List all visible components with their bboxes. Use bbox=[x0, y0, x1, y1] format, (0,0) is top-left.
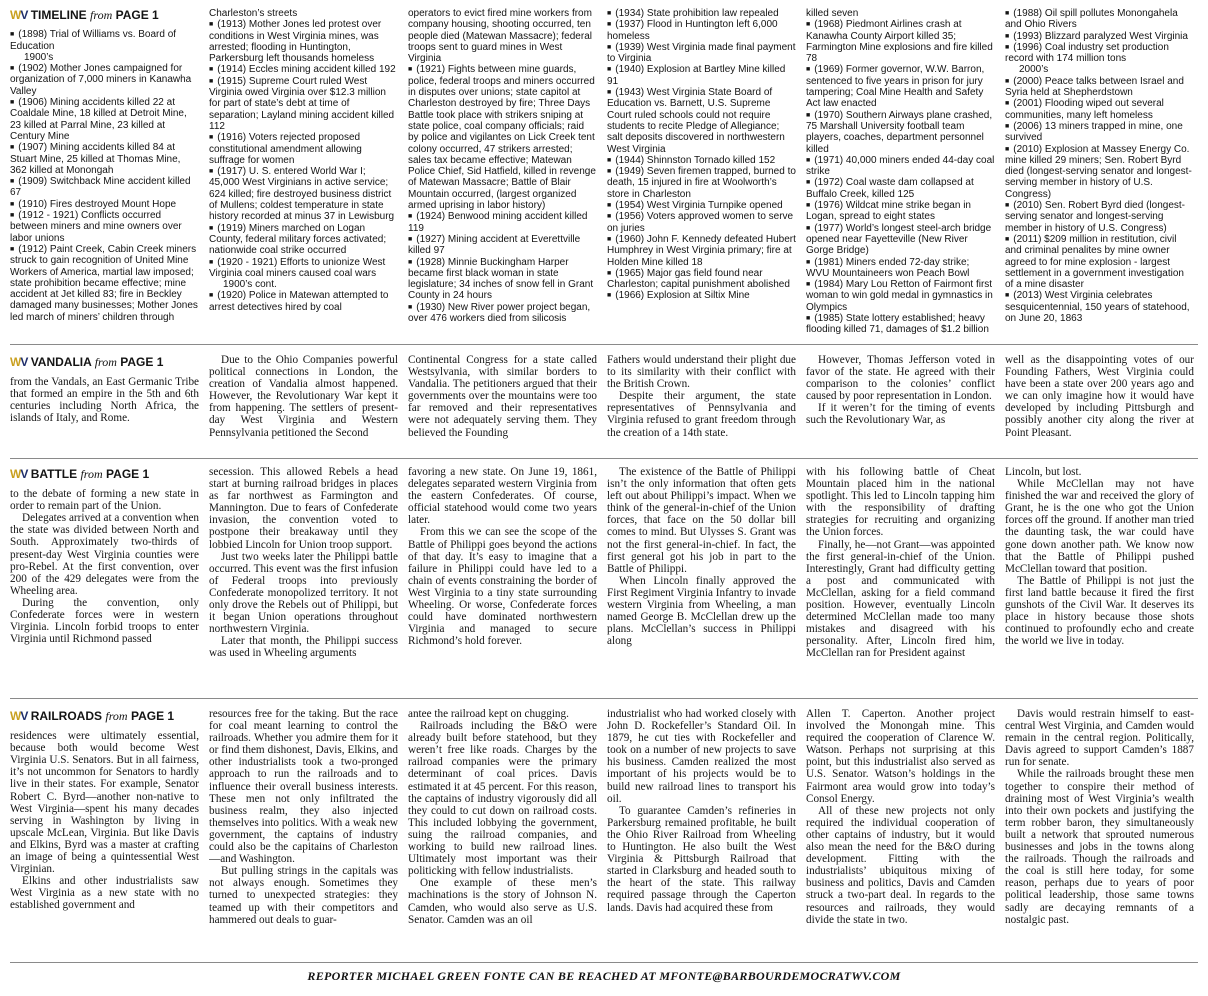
article-paragraph: The Battle of Philippi is not just the first land battle because it fired the first gunshots of the Civil War. It deserves its place in history because those shots continued to profoundly echo and create the world we live in today. bbox=[1005, 574, 1194, 648]
battle-column-3 bbox=[408, 466, 597, 660]
timeline-entry: ■ (1940) Explosion at Bartley Mine killed 91 bbox=[607, 64, 786, 87]
vandalia-columns bbox=[10, 354, 1198, 439]
timeline-entry: ■ (2000) Peace talks between Israel and Syria held at Shepherdstown bbox=[1005, 75, 1184, 99]
railroads-column-2 bbox=[209, 708, 398, 926]
timeline-entry: 1900’s bbox=[24, 51, 54, 63]
battle-column-2 bbox=[209, 466, 398, 660]
article-paragraph: antee the railroad kept on chugging. bbox=[408, 708, 569, 720]
timeline-column-1 bbox=[10, 8, 199, 336]
article-paragraph: Due to the Ohio Companies powerful political connections in London, the creation of Vandalia almost happened. However, the Revolutionary War kept it from happening. The settlers of present-day West Virginia and Western Pennsylvania petitioned the Second bbox=[209, 354, 398, 439]
timeline-entry: ■ (1910) Fires destroyed Mount Hope bbox=[10, 198, 177, 210]
timeline-entry: ■ (2010) Explosion at Massey Energy Co. mine killed 29 miners; Sen. Robert Byrd died (longest-serving senator and longest-serving member in history of U.S. Congress) bbox=[1005, 143, 1192, 200]
timeline-entry: ■ (1902) Mother Jones campaigned for organization of 7,000 miners in Kanawha Valley bbox=[10, 63, 192, 97]
article-paragraph: Fathers would understand their plight due to its similarity with their conflict with the British Crown. bbox=[607, 354, 796, 391]
timeline-entry: ■ (1920 - 1921) Efforts to unionize West Virginia coal miners caused coal wars bbox=[209, 256, 386, 279]
vandalia-section bbox=[10, 354, 1198, 450]
article-paragraph: with his following battle of Cheat Mountain placed him in the national spotlight. This led to Lincoln tapping him with the responsibility of drafting strategies for recruiting and organizing the Union forces. bbox=[806, 466, 995, 539]
battle-title: BATTLE bbox=[30, 467, 78, 481]
article-paragraph: residences were ultimately essential, because both would become West Virginia U.S. Senators. But in all fairness, it’s not uncommon for Senators to hardly live in their states. For example, Senator Robert C. Byrd—another non-native to West Virginia—spent his many decades serving in Washington by living in upscale McLean, Virginia. But like Davis and Elkins, Byrd was a master at crafting an image of being a quintessential West Virginian. bbox=[10, 730, 199, 876]
railroads-columns bbox=[10, 708, 1198, 926]
article-paragraph: To guarantee Camden’s refineries in Parkersburg remained profitable, he built the Ohio River Railroad from Wheeling to Huntington. He also built the West Virginia & Pittsburgh Railroad that started in Clarksburg and headed south to the heart of the state. This railway required passage through the Caperton lands. Davis had acquired these from bbox=[607, 804, 796, 914]
timeline-entry: ■ (1906) Mining accidents killed 22 at Coaldale Mine, 18 killed at Detroit Mine, 23 killed at Parral Mine, 23 killed at Century Mine bbox=[10, 97, 187, 142]
timeline-entry: ■ (1988) Oil spill pollutes Monongahela and Ohio Rivers bbox=[1005, 8, 1178, 31]
timeline-section bbox=[10, 8, 1198, 338]
timeline-entry: ■ (1976) Wildcat mine strike began in Logan, spread to eight states bbox=[806, 200, 971, 223]
article-paragraph: Railroads including the B&O were already built before statehood, but they weren’t free like roads. Charges by the railroad companies were the primary determinant of coal prices. Davis estimated it at 45 percent. For this reason, the captains of industry vigorously did all they could to cut down on railroad costs. This included lobbying the government, suing the railroad companies, and working to build new railroad lines. Ultimately most important was their politicking with fellow industrialists. bbox=[408, 720, 597, 878]
wv-logo: WV bbox=[10, 709, 28, 723]
timeline-entry: ■ (2010) Sen. Robert Byrd died (longest-serving senator and longest-serving member in history of U.S. Congress) bbox=[1005, 200, 1185, 234]
article-paragraph: Later that month, the Philippi success was used in Wheeling arguments bbox=[209, 635, 398, 660]
vandalia-column-5 bbox=[806, 354, 995, 439]
vandalia-page-ref: PAGE 1 bbox=[120, 355, 164, 369]
battle-page-ref: PAGE 1 bbox=[106, 467, 150, 481]
section-divider bbox=[10, 344, 1198, 345]
timeline-entry: ■ (1914) Eccles mining accident killed 192 bbox=[209, 64, 396, 76]
timeline-entry: ■ (1969) Former governor, W.W. Barron, sentenced to five years in prison for jury tampering; Coal Mine Health and Safety Act law enacted bbox=[806, 64, 985, 110]
timeline-entry: ■ (1934) State prohibition law repealed bbox=[607, 8, 779, 19]
wv-logo: WV bbox=[10, 467, 28, 481]
timeline-entry: ■ (1949) Seven firemen trapped, burned to death, 15 injured in fire at Woolworth’s store in Charleston bbox=[607, 166, 796, 200]
battle-section bbox=[10, 466, 1198, 692]
timeline-entry: ■ (1912 - 1921) Conflicts occurred between miners and mine owners over labor unions bbox=[10, 210, 182, 244]
article-paragraph: Lincoln, but lost. bbox=[1005, 466, 1082, 478]
vandalia-column-1 bbox=[10, 354, 199, 439]
article-paragraph: secession. This allowed Rebels a head start at burning railroad bridges in places as far northwest as Farmington and Mannington. Due to fears of Confederate invasion, the convention voted to postpone their breakaway until they lobbied Lincoln for Union troop support. bbox=[209, 466, 398, 551]
from-word: from bbox=[105, 709, 128, 723]
railroads-section bbox=[10, 708, 1198, 958]
footer-divider bbox=[10, 962, 1198, 963]
timeline-entry: ■ (1970) Southern Airways plane crashed, 75 Marshall University football team players, coaches, department personnel killed bbox=[806, 109, 993, 155]
timeline-entry: ■ (2013) West Virginia celebrates sesquicentennial, 150 years of statehood, on June 20, 1863 bbox=[1005, 290, 1190, 325]
timeline-entry: ■ (1985) State lottery established; heavy flooding killed 71, damages of $1.2 billion bbox=[806, 313, 989, 336]
timeline-entry: ■ (1965) Major gas field found near Charleston; capital punishment abolished bbox=[607, 267, 790, 291]
timeline-entry: ■ (1960) John F. Kennedy defeated Hubert Humphrey in West Virginia primary; fire at Holden Mine killed 18 bbox=[607, 233, 796, 268]
article-paragraph: Finally, he—not Grant—was appointed the first general-in-chief of the Union. Interestingly, Grant had difficulty getting a post and communicated with McClellan, asking for a field command position. However, eventually Lincoln determined McClellan made too many mistakes and disagreed with his personality. After, Lincoln fired him, McClellan ran for President against bbox=[806, 538, 995, 660]
vandalia-column-2 bbox=[209, 354, 398, 439]
timeline-entry: ■ (1909) Switchback Mine accident killed 67 bbox=[10, 176, 191, 199]
timeline-column-6 bbox=[1005, 8, 1194, 336]
article-paragraph: Allen T. Caperton. Another project involved the Monongah mine. This required the cooperation of Clarence W. Watson. Perhaps not surprising at this point, but this industrialist also served as U.S. Senator. Watson’s holdings in the Fairmont area would grow into today’s Consol Energy. bbox=[806, 708, 995, 805]
timeline-columns bbox=[10, 8, 1198, 336]
timeline-entry: ■ (1939) West Virginia made final payment to Virginia bbox=[607, 41, 796, 65]
article-paragraph: From this we can see the scope of the Battle of Philippi goes beyond the actions of that day. It’s easy to imagine that a failure in Philippi could have led to a chain of events constraining the border of West Virginia to a tiny state surrounding Wheeling. Or worse, Confederate forces could have dominated northwestern Virginia and managed to secure Richmond’s hold forever. bbox=[408, 526, 597, 648]
timeline-entry: ■ (1898) Trial of Williams vs. Board of Education bbox=[10, 29, 177, 52]
timeline-column-2 bbox=[209, 8, 398, 336]
timeline-entry: ■ (1984) Mary Lou Retton of Fairmont first woman to win gold medal in gymnastics in Olympics bbox=[806, 279, 993, 313]
article-paragraph: to the debate of forming a new state in order to remain part of the Union. bbox=[10, 488, 199, 513]
vandalia-column-4 bbox=[607, 354, 796, 439]
section-divider bbox=[10, 458, 1198, 459]
article-paragraph: While McClellan may not have finished the war and received the glory of Grant, he is the one who got the Union forces off the ground. If another man tried the daunting task, the war could have gone down another path. We know now that the Battle of Philippi pushed McClellan toward that position. bbox=[1005, 478, 1194, 575]
article-paragraph: During the convention, only Confederate forces were in western Virginia. Lincoln forbid troops to enter Virginia until Richmond passed bbox=[10, 596, 199, 646]
timeline-entry: operators to evict fired mine workers from company housing, shooting occurred, ten people died (Matewan Massacre); federal troops sent to guard mines in West Virginia bbox=[408, 8, 592, 65]
timeline-entry: ■ (1912) Paint Creek, Cabin Creek miners struck to gain recognition of United Mine Workers of America, martial law imposed; state prohibition became effective; mine accident at Jet killed 83; fire in Beckley damaged many businesses; Mother Jones led march of miners’ children through bbox=[10, 243, 198, 323]
timeline-entry: ■ (2011) $209 million in restitution, civil and criminal penalites by mine owner agreed to for mine explosion - largest settlement in a government investigation of a mine disaster bbox=[1005, 233, 1184, 291]
article-paragraph: well as the disappointing votes of our Founding Fathers, West Virginia could have been a state over 200 years ago and we can only imagine how it would have developed by including Pittsburgh and possibly another city along the river at Point Pleasant. bbox=[1005, 354, 1194, 439]
article-paragraph: Delegates arrived at a convention when the state was divided between North and South. Approximately two-thirds of present-day West Virginia counties were pro-Rebel. At the first convention, over 200 of the 429 delegates were from the Wheeling area. bbox=[10, 512, 199, 597]
timeline-page-ref: PAGE 1 bbox=[115, 8, 159, 22]
article-paragraph: Davis would restrain himself to east-central West Virginia, and Camden would remain in the central region. Politically, Davis agreed to support Camden’s 1887 run for senate. bbox=[1005, 708, 1194, 769]
timeline-entry: Charleston’s streets bbox=[209, 8, 298, 19]
timeline-entry: ■ (1916) Voters rejected proposed constitutional amendment allowing suffrage for women bbox=[209, 132, 362, 166]
timeline-entry: ■ (1920) Police in Matewan attempted to arrest detectives hired by coal bbox=[209, 290, 389, 313]
timeline-entry: ■ (1993) Blizzard paralyzed West Virginia bbox=[1005, 30, 1188, 42]
timeline-entry: ■ (1996) Coal industry set production record with 174 million tons bbox=[1005, 41, 1169, 65]
article-paragraph: The existence of the Battle of Philippi isn’t the only information that often gets left out about Philippi’s impact. When we think of the general-in-chief of the Union forces, that face on the 50 dollar bill comes to mind. But Ulysses S. Grant was not the first general-in-chief. In fact, the first general got his job in part to the Battle of Philippi. bbox=[607, 466, 796, 575]
from-word: from bbox=[90, 8, 113, 22]
timeline-entry: ■ (1917) U. S. entered World War I; 45,000 West Virginians in active service; 624 killed; fire destroyed business district of Mullens; coldest temperature in state history recorded at minus 37 in Lewisburg bbox=[209, 166, 395, 223]
article-paragraph: resources free for the taking. But the race for coal meant learning to control the railroads. Whether you admire them for it or find them dishonest, Davis, Elkins, and other industrialists took a two-pronged approach to run the railroads and to influence their overall business interests. These men not only infiltrated the business realm, they also injected themselves into politics. With a weak new government, the captains of industry could also be the capitains of Charleston—and Washington. bbox=[209, 708, 398, 866]
article-paragraph: Despite their argument, the state representatives of Pennsylvania and Virginia refused to grant freedom through the creation of a 14th state. bbox=[607, 390, 796, 439]
article-paragraph: from the Vandals, an East Germanic Tribe that formed an empire in the 5th and 6th centuries including North Africa, the islands of Italy, and Rome. bbox=[10, 376, 199, 425]
timeline-entry: ■ (1966) Explosion at Siltix Mine bbox=[607, 290, 750, 302]
article-paragraph: However, Thomas Jefferson voted in favor of the state. He agreed with their comparison to the colonies’ conflict caused by poor representation in London. bbox=[806, 354, 995, 403]
article-paragraph: When Lincoln finally approved the First Regiment Virginia Infantry to invade western Virginia from Wheeling, a man named George B. McClellan drew up the plans. McClellan’s success in Philippi along bbox=[607, 574, 796, 648]
from-word: from bbox=[80, 467, 103, 481]
article-paragraph: All of these new projects not only required the individual cooperation of other captains of industry, but it would also mean the need for the B&O during development. Fitting with the industrialists’ ubiquitous mixing of business and politics, Davis and Camden struck a two-part deal. In regards to the resources and railroads, they would divide the state in two. bbox=[806, 804, 995, 926]
section-divider bbox=[10, 698, 1198, 699]
timeline-entry: killed seven bbox=[806, 8, 859, 19]
battle-column-1 bbox=[10, 466, 199, 660]
vandalia-column-6 bbox=[1005, 354, 1194, 439]
timeline-entry: ■ (1971) 40,000 miners ended 44-day coal strike bbox=[806, 154, 995, 178]
article-paragraph: While the railroads brought these men together to conspire their method of draining most of West Virginia’s wealth into their own pockets and justifying the term robber baron, they simultaneously built a network that sprouted numerous businesses and jobs in the towns along the railroads. Though the railroads and the coal is still here today, for some reason, perhaps due to years of poor political leadership, those same towns sadly are decaying remnants of a nostalgic past. bbox=[1005, 768, 1194, 926]
battle-column-6 bbox=[1005, 466, 1194, 660]
railroads-column-3 bbox=[408, 708, 597, 926]
article-paragraph: But pulling strings in the capitals was not always enough. Sometimes they turned to unexpected strategies: they teamed up with their competitors and hammered out deals to guar- bbox=[209, 865, 398, 926]
article-paragraph: One example of these men’s machinations is the story of Johnson N. Camden, who would also serve as U.S. Senator. Camden was an oil bbox=[408, 877, 597, 926]
timeline-title: TIMELINE bbox=[30, 8, 87, 22]
railroads-column-5 bbox=[806, 708, 995, 926]
article-paragraph: Continental Congress for a state called Westsylvania, with similar borders to Vandalia. The petitioners argued that their governments over the mountains were too far removed and their representatives were not adequately serving them. They believed the Founding bbox=[408, 354, 597, 439]
timeline-column-4 bbox=[607, 8, 796, 336]
timeline-entry: ■ (1928) Minnie Buckingham Harper became first black woman in state legislature; 34 inches of snow fell in Grant County in 24 hours bbox=[408, 256, 594, 302]
railroads-column-4 bbox=[607, 708, 796, 926]
timeline-column-3 bbox=[408, 8, 597, 336]
timeline-entry: ■ (1977) World’s longest steel-arch bridge opened near Fayetteville (New River Gorge Bridge) bbox=[806, 222, 992, 257]
vandalia-column-3 bbox=[408, 354, 597, 439]
article-paragraph: If it weren’t for the timing of events such the Revolutionary War, as bbox=[806, 402, 995, 427]
timeline-entry: ■ (2001) Flooding wiped out several communities, many left homeless bbox=[1005, 98, 1164, 121]
wv-logo: WV bbox=[10, 355, 28, 369]
railroads-page-ref: PAGE 1 bbox=[130, 709, 175, 723]
battle-header bbox=[10, 468, 199, 480]
article-paragraph: Elkins and other industrialists saw West Virginia as a new state with no established government and bbox=[10, 875, 199, 912]
timeline-entry: ■ (1943) West Virginia State Board of Education vs. Barnett, U.S. Supreme Court ruled schools could not require students to recite Pledge of Allegiance; salt deposits discovered in northwestern West Virginia bbox=[607, 87, 785, 155]
article-paragraph: industrialist who had worked closely with John D. Rockefeller’s Standard Oil. In 1879, he cut ties with Rockefeller and took on a number of new projects to save his business. Camden realized the most important of his projects would be to build new railroad lines to transport his oil. bbox=[607, 708, 796, 805]
timeline-column-5 bbox=[806, 8, 995, 336]
timeline-header bbox=[10, 10, 199, 21]
timeline-entry: ■ (1921) Fights between mine guards, police, federal troops and miners occurred in disputes over unions; state capitol at Charleston destroyed by fire; Three Days Battle took place with strikers sniping at state police, coal company officials; raid by police and vigilantes on Lick Creek tent colony occurred, 47 strikers arrested; sales tax became effective; Matewan Police Chief, Sid Hatfield, killed in revenge of Matewan Massacre; Battle of Blair Mountain occurred, (largest organized armed uprising in labor history) bbox=[408, 64, 596, 212]
timeline-entry: ■ (2006) 13 miners trapped in mine, one survived bbox=[1005, 120, 1183, 144]
timeline-entry: ■ (1954) West Virginia Turnpike opened bbox=[607, 200, 783, 212]
timeline-entry: ■ (1913) Mother Jones led protest over conditions in West Virginia mines, was arrested; flooding in Huntington, Parkersburg left thousands homeless bbox=[209, 19, 382, 65]
wv-logo: WV bbox=[10, 8, 28, 22]
article-paragraph: Just two weeks later the Philippi battle occurred. This event was the first infusion of Federal troops into previously Confederate monopolized territory. It not only drove the Rebels out of Philippi, but it began Union operations throughout northwestern Virginia. bbox=[209, 550, 398, 636]
timeline-entry: ■ (1972) Coal waste dam collapsed at Buffalo Creek, killed 125 bbox=[806, 177, 974, 200]
railroads-title: RAILROADS bbox=[30, 709, 103, 723]
timeline-entry: ■ (1915) Supreme Court ruled West Virginia owed Virginia over $12.3 million for part of state’s debt at time of separation; Layland mining accident killed 112 bbox=[209, 75, 395, 132]
railroads-column-6 bbox=[1005, 708, 1194, 926]
timeline-entry: ■ (1968) Piedmont Airlines crash at Kanawha County Airport killed 35; Farmington Mine explosions and fire killed 78 bbox=[806, 19, 993, 65]
railroads-header bbox=[10, 710, 199, 722]
battle-column-4 bbox=[607, 466, 796, 660]
timeline-entry: ■ (1944) Shinnston Tornado killed 152 bbox=[607, 154, 776, 166]
from-word: from bbox=[94, 355, 117, 369]
article-paragraph: favoring a new state. On June 19, 1861, delegates separated western Virginia from the eastern Confederates. Of course, official statehood would come two years later. bbox=[408, 466, 597, 527]
timeline-entry: ■ (1927) Mining accident at Everettville killed 97 bbox=[408, 233, 581, 257]
battle-column-5 bbox=[806, 466, 995, 660]
vandalia-header bbox=[10, 356, 199, 368]
timeline-entry: 1900’s cont. bbox=[223, 279, 277, 291]
footer-contact: REPORTER MICHAEL GREEN FONTE CAN BE REACHED AT MFONTE@BARBOURDEMOCRATWV.COM bbox=[307, 969, 901, 983]
timeline-entry: ■ (1907) Mining accidents killed 84 at Stuart Mine, 25 killed at Thomas Mine, 362 killed at Monongah bbox=[10, 142, 181, 176]
timeline-entry: ■ (1919) Miners marched on Logan County, federal military forces activated; nationwide coal strike occurred bbox=[209, 222, 387, 257]
timeline-entry: ■ (1937) Flood in Huntington left 6,000 homeless bbox=[607, 19, 778, 42]
timeline-entry: 2000’s bbox=[1019, 64, 1049, 76]
vandalia-title: VANDALIA bbox=[30, 355, 92, 369]
timeline-entry: ■ (1981) Miners ended 72-day strike; WVU Mountaineers won Peach Bowl bbox=[806, 256, 970, 279]
timeline-entry: ■ (1956) Voters approved women to serve on juries bbox=[607, 211, 794, 234]
timeline-entry: ■ (1930) New River power project began, over 476 workers died from silicosis bbox=[408, 301, 591, 325]
timeline-entry: ■ (1924) Benwood mining accident killed 119 bbox=[408, 211, 588, 234]
battle-columns bbox=[10, 466, 1198, 660]
railroads-column-1 bbox=[10, 708, 199, 926]
